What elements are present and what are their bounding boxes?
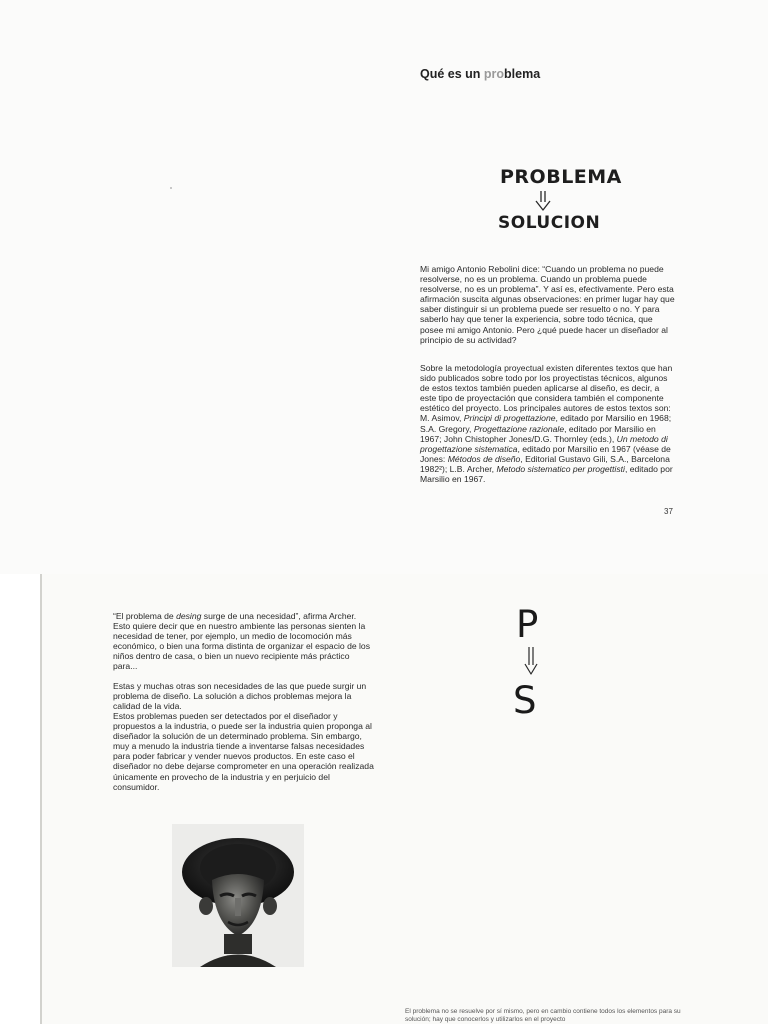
section-title (420, 67, 540, 81)
handwritten-p: P (516, 603, 539, 646)
down-arrow-icon (532, 190, 554, 212)
book-title: Progettazione razionale (473, 423, 565, 434)
italic-word: desing (176, 611, 202, 621)
book-title: Metodo sistematico per progettisti (496, 463, 625, 474)
book-title: Un metodo di progettazione sistematica (420, 433, 668, 454)
page-number: 37 (664, 507, 673, 516)
text-run: , editado por Marsilio en 1967; John Chistopher Jones/D.G. Thornley (eds.), (420, 423, 656, 444)
handwritten-problema: PROBLEMA (500, 166, 622, 188)
scan-speck (170, 187, 172, 189)
handwritten-s: S (513, 679, 537, 722)
section-title-suffix: blema (504, 67, 541, 81)
text-run: , editado por Marsilio en 1967 (véase de Jones: (420, 443, 671, 464)
text-run: surge de una necesidad”, afirma Archer. Esto quiere decir que en nuestro ambiente las personas sienten la necesidad de tener, por ejemplo, un medio de locomoción más económico, o bien una forma distinta de organizar el espacio de los niños dentro de casa, o bien un nuevo recipiente más práctico para... (113, 611, 371, 672)
book-title: Principi di progettazione (463, 413, 556, 424)
text-run: “El problema de (113, 611, 177, 621)
text-run: , Editorial Gustavo Gili, S.A., Barcelona 1982²); L.B. Archer, (420, 453, 670, 474)
paragraph-archer (113, 611, 375, 672)
book-title: Métodos de diseño (447, 453, 521, 464)
paragraph-industry: Estos problemas pueden ser detectados por el diseñador y propuestos a la industria, o puede ser la industria quien proponga al diseñador la solución de un determinado problema. Sin embargo, muy a menudo la industria tiende a inventarse falsas necesidades para poder fabricar y vender nuevos productos. En este caso el diseñador no debe dejarse comprometer en una operación realizada únicamente en provecho de la industria y en perjuicio del consumidor. (113, 711, 374, 792)
paragraph-rebolini: Mi amigo Antonio Rebolini dice: “Cuando un problema no puede resolverse, no es un problema. Cuando un problema puede resolverse, no es un problema”. Y así es, efectivamente. Pero esta afirmación suscita algunas observaciones: en primer lugar hay que saber distinguir si un problema puede ser resuelto o no. Y para saberlo hay que tener la experiencia, sobre todo técnica, que posee mi amigo Antonio. Pero ¿qué puede hacer un diseñador al principio de su actividad? (420, 264, 675, 345)
sculpture-photo (172, 824, 304, 967)
text-run: Sobre la metodología proyectual existen diferentes textos que han sido publicados sobre todo por los proyectistas técnicos, algunos de estos textos también pueden aplicarse al diseño, es decir, a este tipo de proyectación que considera también el componente estético del proyecto. Los principales autores de estos textos son: M. Asimov, (420, 363, 673, 424)
text-run: , editado por Marsilio en 1968; S.A. Gregory, (420, 413, 672, 434)
handwritten-solucion: SOLUCION (498, 213, 601, 233)
paragraph-methodology (420, 363, 677, 484)
section-title-prefix: Qué es un (420, 67, 484, 81)
down-arrow-icon (522, 646, 540, 676)
section-title-accent: pro (483, 67, 505, 81)
sculpture-head-image (172, 824, 304, 967)
paragraph-needs: Estas y muchas otras son necesidades de las que puede surgir un problema de diseño. La solución a dichos problemas mejora la calidad de la vida. (113, 681, 367, 712)
text-run: , editado por Marsilio en 1967. (420, 463, 673, 485)
caption-note: El problema no se resuelve por sí mismo, pero en cambio contiene todos los elementos para su solución; hay que conocerlos y utilizarlos en el proyecto (405, 1008, 681, 1023)
